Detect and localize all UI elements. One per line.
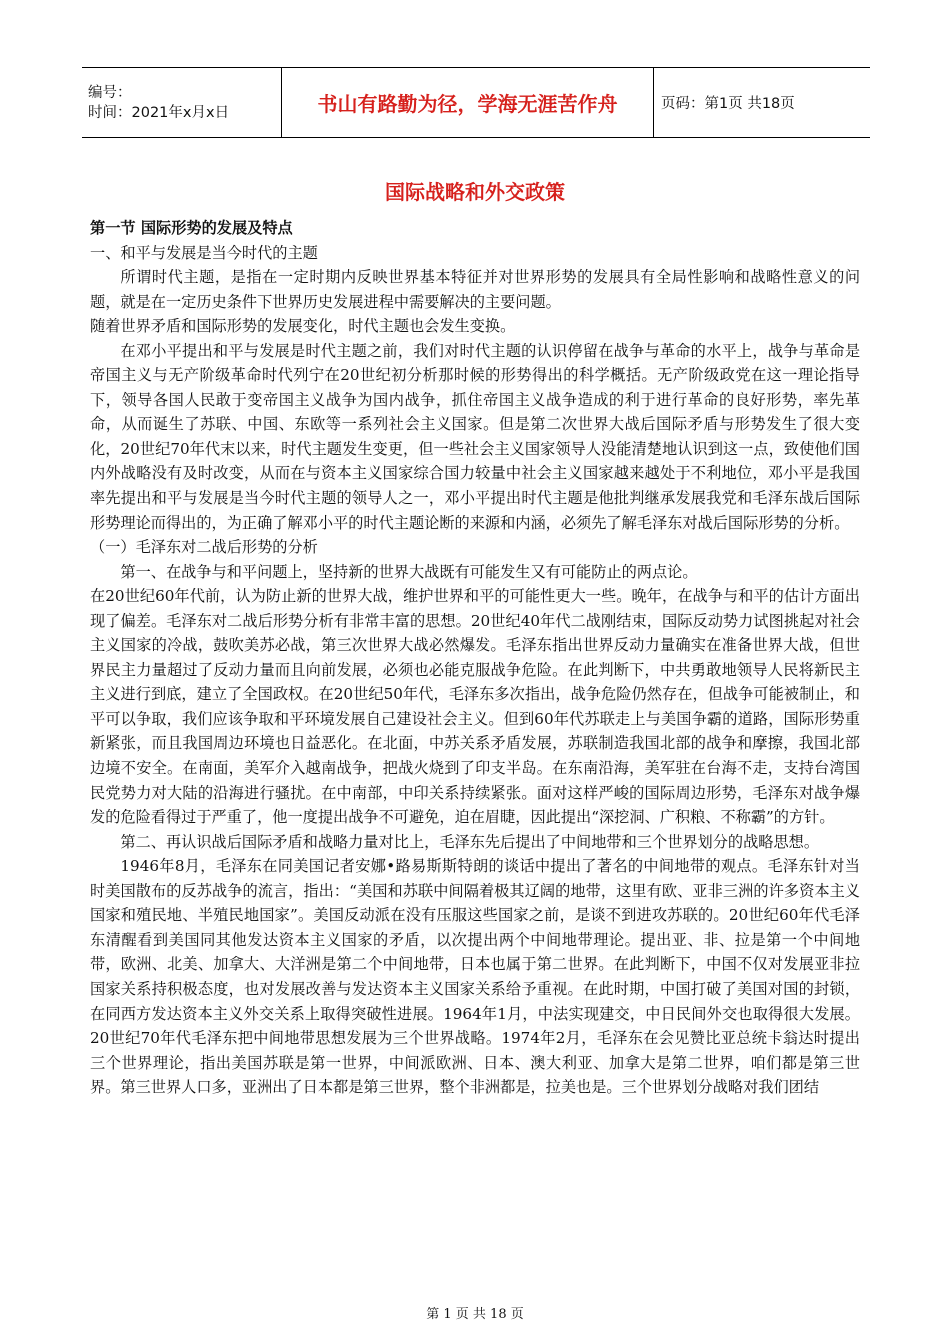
subsection-heading: 一、和平与发展是当今时代的主题 (90, 243, 318, 262)
section-heading: 第一节 国际形势的发展及特点 (90, 219, 293, 237)
page-number-text: 页码：第1页 共18页 (661, 96, 795, 112)
page-footer: 第 1 页 共 18 页 (426, 1307, 524, 1322)
body-paragraph: 在20世纪60年代前，认为防止新的世界大战，维护世界和平的可能性更大一些。晚年，在战争与和平的估计方面出现了偏差。毛泽东对二战后形势分析有非常丰富的思想。20世纪40年代二战刚结束，国际反动势力试图挑起对社会主义国家的冷战，鼓吹美苏必战，第三次世界大战必然爆发。毛泽东指出世界反动力量确实在准备世界大战，但世界民主力量超过了反动力量而且向前发展，必须也必能克服战争危险。在此判断下，中共勇敢地领导人民将新民主主义进行到底，建立了全国政权。在20世纪50年代，毛泽东多次指出，战争危险仍然存在，但战争可能被制止，和平可以争取，我们应该争取和平环境发展自己建设社会主义。但到60年代苏联走上与美国争霸的道路，国际形势重新紧张，而且我国周边环境也日益恶化。在北面，中苏关系矛盾发展，苏联制造我国北部的战争和摩擦，我国北部边境不安全。在南面，美军介入越南战争，把战火烧到了印支半岛。在东南沿海，美军驻在台海不走，支持台湾国民党势力对大陆的沿海进行骚扰。在中南部，中印关系持续紧张。面对这样严峻的国际周边形势，毛泽东对战争爆发的危险看得过于严重了，他一度提出战争不可避免，迫在眉睫，因此提出“深挖洞、广积粮、不称霸”的方针。 (90, 587, 860, 827)
page-header (82, 67, 870, 138)
header-page-cell (654, 68, 870, 137)
body-paragraph: 第二、再认识战后国际矛盾和战略力量对比上，毛泽东先后提出了中间地带和三个世界划分的战略思想。 (120, 832, 820, 851)
body-paragraph: 所谓时代主题，是指在一定时期内反映世界基本特征并对世界形势的发展具有全局性影响和战略性意义的问题，就是在一定历史条件下世界历史发展进程中需要解决的主要问题。 (90, 268, 860, 311)
header-info-cell (82, 68, 282, 137)
document-title: 国际战略和外交政策 (385, 180, 565, 204)
date-text: 时间：2021年x月x日 (88, 104, 230, 121)
header-motto-cell (282, 68, 654, 137)
body-paragraph: 在邓小平提出和平与发展是时代主题之前，我们对时代主题的认识停留在战争与革命的水平上，战争与革命是帝国主义与无产阶级革命时代列宁在20世纪初分析那时候的形势得出的科学概括。无产阶级政党在这一理论指导下，领导各国人民敢于变帝国主义战争为国内战争，抓住帝国主义战争造成的利于进行革命的良好形势，率先革命，从而诞生了苏联、中国、东欧等一系列社会主义国家。但是第二次世界大战后国际矛盾与形势发生了很大变化，20世纪70年代末以来，时代主题发生变更，但一些社会主义国家领导人没能清楚地认识到这一点，致使他们国内外战略没有及时改变，从而在与资本主义国家综合国力较量中社会主义国家越来越处于不利地位，邓小平是我国率先提出和平与发展是当今时代主题的领导人之一，邓小平提出时代主题是他批判继承发展我党和毛泽东战后国际形势理论而得出的，为正确了解邓小平的时代主题论断的来源和内涵，必须先了解毛泽东对战后国际形势的分析。 (90, 341, 860, 532)
body-paragraph: 1946年8月，毛泽东在同美国记者安娜•路易斯斯特朗的谈话中提出了著名的中间地带的观点。毛泽东针对当时美国散布的反苏战争的流言，指出：“美国和苏联中间隔着极其辽阔的地带，这里有欧、亚非三洲的许多资本主义国家和殖民地、半殖民地国家”。美国反动派在没有压服这些国家之前，是谈不到进攻苏联的。20世纪60年代毛泽东清醒看到美国同其他发达资本主义国家的矛盾，以次提出两个中间地带理论。提出亚、非、拉是第一个中间地带，欧洲、北美、加拿大、大洋洲是第二个中间地带，日本也属于第二世界。在此判断下，中国不仅对发展亚非拉国家关系持积极态度，也对发展改善与发达资本主义国家关系给予重视。在此时期，中国打破了美国对国的封锁，在同西方发达资本主义外交关系上取得突破性进展。1964年1月，中法实现建交，中日民间外交也取得很大发展。20世纪70年代毛泽东把中间地带思想发展为三个世界战略。1974年2月，毛泽东在会见赞比亚总统卡翁达时提出三个世界理论，指出美国苏联是第一世界，中间派欧洲、日本、澳大利亚、加拿大是第二世界，咱们都是第三世界。第三世界人口多，亚洲出了日本都是第三世界，整个非洲都是，拉美也是。三个世界划分战略对我们团结 (90, 857, 860, 1097)
subsection-heading: （一）毛泽东对二战后形势的分析 (90, 538, 318, 557)
motto-text: 书山有路勤为径，学海无涯苦作舟 (317, 92, 618, 116)
document-body (90, 216, 860, 1100)
body-paragraph: 随着世界矛盾和国际形势的发展变化，时代主题也会发生变换。 (90, 317, 516, 336)
body-paragraph: 第一、在战争与和平问题上，坚持新的世界大战既有可能发生又有可能防止的两点论。 (120, 562, 698, 581)
serial-number-label: 编号： (88, 84, 132, 101)
